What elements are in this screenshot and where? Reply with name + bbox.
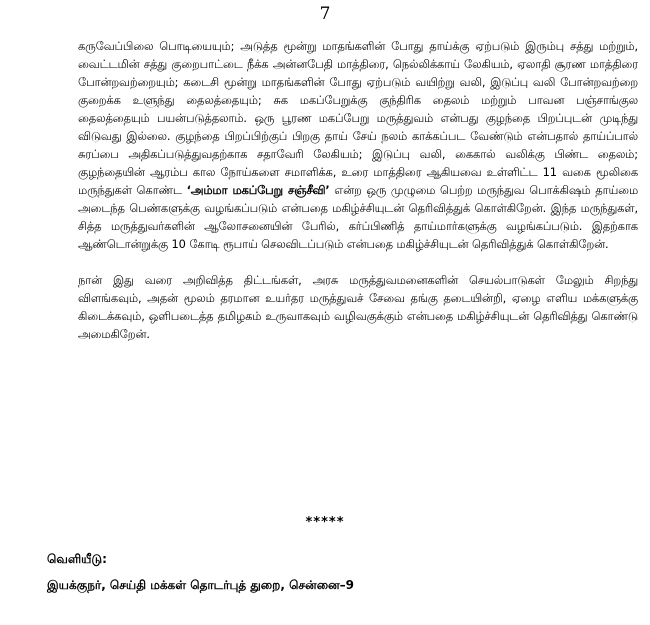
section-separator: ***** — [305, 515, 345, 530]
release-label: வெளியீடு: — [47, 552, 107, 566]
scheme-name-quote: ‘அம்மா மகப்பேறு சஞ்சீவி’ — [186, 183, 330, 197]
paragraph-text-part1: கருவேப்பிலை பொடியையும்; அடுத்த மூன்று மாதங்களின் போது தாய்க்கு ஏற்படும் இரும்பு சத்து மற்றும், வைட்டமின் சத்து குறைபாட்டை நீக்க அன்னபேதி மாத்திரை, நெல்லிக்காய் லேகியம், ஏலாதி சூரண மாத்திரை போன்றவற்றையும்; கடைசி மூன்று மாதங்களின் போது ஏற்படும் வயிற்று வலி, இடுப்பு வலி போன்றவற்றை குறைக்க உளுந்து தைலத்தையும்; சுக மகப்பேறுக்கு குந்திரிக தைலம் மற்றும் பாவன பஞ்சாங்குல தைலத்தையும் பயன்படுத்தலாம். ஒரு பூரண மகப்பேறு மருத்துவம் என்பது குழந்தை பிறப்புடன் முடிந்து விடுவது இல்லை. குழந்தை பிறப்பிற்குப் பிறகு தாய் சேய் நலம் காக்கப்பட வேண்டும் என்பதால் தாய்ப்பால் சுரப்பை அதிகப்படுத்துவதற்காக சதாவேரி லேகியம்; இடுப்பு வலி, கைகால் வலிக்கு பிண்ட தைலம்; குழந்தையின் ஆரம்ப கால நோய்களை சமாளிக்க, உரை மாத்திரை ஆகியவை உள்ளிட்ட 11 வகை மூலிகை மருந்துகள் கொண்ட — [78, 39, 638, 197]
document-body — [78, 37, 638, 343]
page-number: 7 — [319, 4, 331, 24]
release-source: இயக்குநர், செய்தி மக்கள் தொடர்புத் துறை, சென்னை–9 — [47, 578, 355, 592]
paragraph-closing: நான் இது வரை அறிவித்த திட்டங்கள், அரசு மருத்துவமனைகளின் செயல்பாடுகள் மேலும் சிறந்து விளங்கவும், அதன் மூலம் தரமான உயர்தர மருத்துவச் சேவை தங்கு தடையின்றி, ஏழை எளிய மக்களுக்கு கிடைக்கவும், ஒளிபடைத்த தமிழகம் உருவாகவும் வழிவகுக்கும் என்பதை மகிழ்ச்சியுடன் தெரிவித்து கொண்டு அமைகிறேன். — [78, 273, 638, 341]
paragraph-text-part2: என்ற ஒரு முழுமை பெற்ற மருந்துவ பொக்கிஷம் தாய்மை அடைந்த பெண்களுக்கு வழங்கப்படும் என்பதை மகிழ்ச்சியுடன் தெரிவித்துக் கொள்கிறேன். இந்த மருந்துகள், சித்த மருத்துவர்களின் ஆலோசனையின் பேரில், கர்ப்பிணித் தாய்மார்களுக்கு வழங்கப்படும். இதற்காக ஆண்டொன்றுக்கு 10 கோடி ரூபாய் செலவிடப்படும் என்பதை மகிழ்ச்சியுடன் தெரிவித்துக் கொள்கிறேன். — [78, 183, 639, 251]
paragraph-medicine-scheme — [78, 37, 638, 253]
